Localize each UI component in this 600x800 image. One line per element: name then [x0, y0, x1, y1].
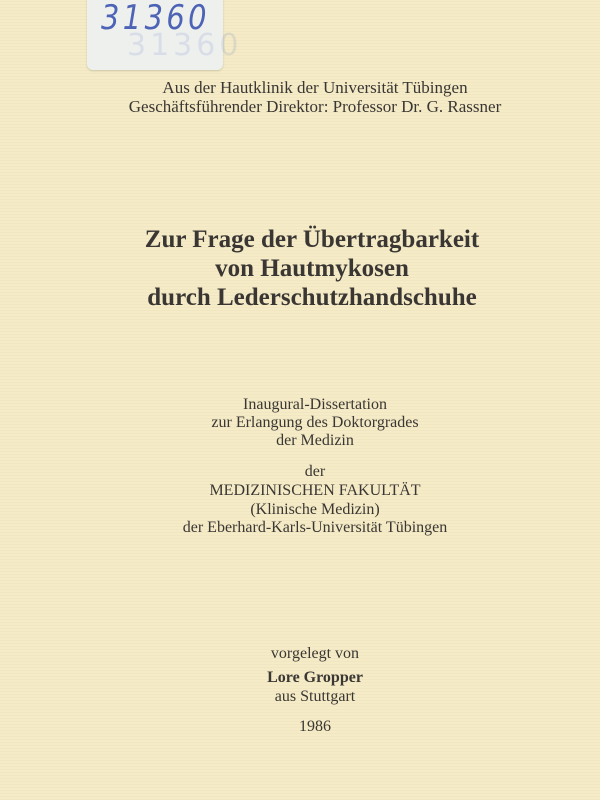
sticker-number: 31360 — [101, 0, 210, 38]
faculty-name: MEDIZINISCHEN FAKULTÄT — [209, 482, 421, 499]
faculty-subtitle: (Klinische Medizin) — [250, 501, 380, 518]
author-origin: aus Stuttgart — [274, 688, 356, 705]
university-name: der Eberhard-Karls-Universität Tübingen — [182, 519, 448, 536]
header-director: Geschäftsführender Direktor: Professor Dr. G. Rassner — [128, 97, 502, 116]
dissertation-line-3: der Medizin — [276, 432, 354, 449]
title-line-3: durch Lederschutzhandschuhe — [147, 284, 477, 311]
library-sticker — [87, 0, 243, 70]
dissertation-line-1: Inaugural-Dissertation — [243, 396, 387, 413]
year: 1986 — [299, 718, 331, 735]
presented-by: vorgelegt von — [270, 645, 360, 662]
dissertation-line-4: der — [304, 463, 326, 480]
sticker-ghost-number: 31360 — [127, 28, 243, 63]
author-name: Lore Gropper — [267, 669, 363, 686]
header-clinic: Aus der Hautklinik der Universität Tübingen — [162, 78, 468, 97]
title-line-2: von Hautmykosen — [215, 255, 409, 282]
dissertation-line-2: zur Erlangung des Doktorgrades — [211, 414, 419, 431]
title-line-1: Zur Frage der Übertragbarkeit — [144, 226, 480, 253]
